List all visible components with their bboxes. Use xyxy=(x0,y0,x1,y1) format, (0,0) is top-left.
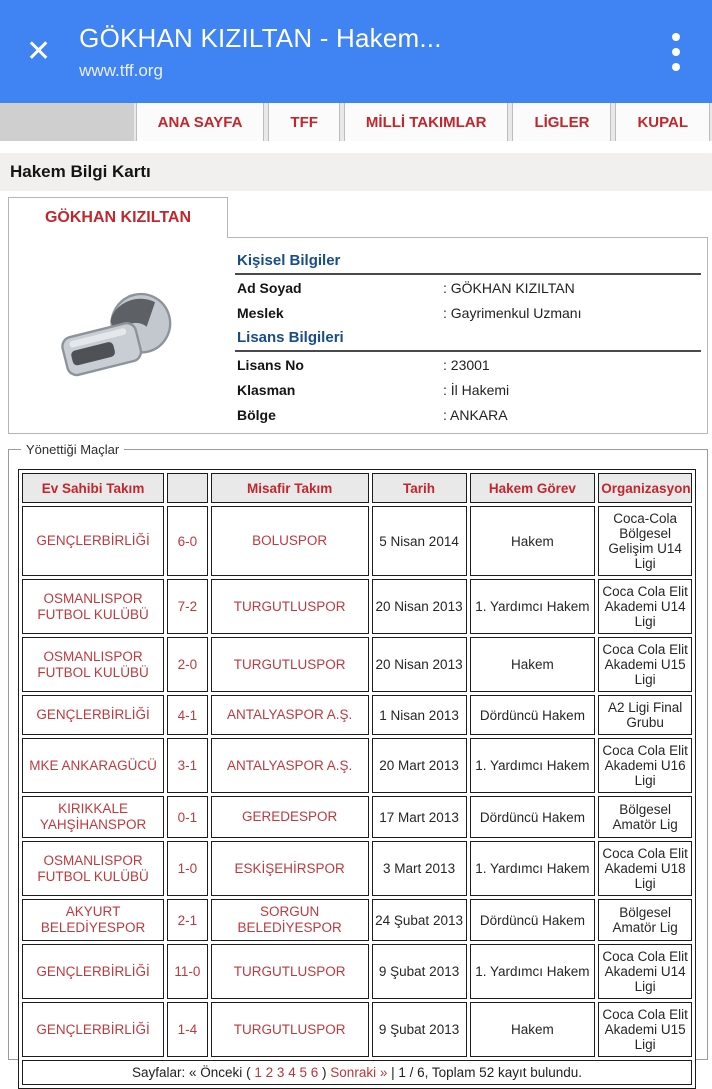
match-date: 1 Nisan 2013 xyxy=(372,695,467,735)
page-link-6[interactable]: 6 xyxy=(310,1065,319,1080)
matches-header-row xyxy=(22,473,692,503)
home-team-link[interactable]: AKYURT BELEDİYESPOR xyxy=(22,899,164,941)
nav-tab-li-gler[interactable]: LİGLER xyxy=(512,103,611,141)
away-team-link[interactable]: TURGUTLUSPOR xyxy=(211,637,369,692)
kebab-dot xyxy=(672,48,680,56)
pagination-row xyxy=(22,1060,692,1085)
home-team-link[interactable]: OSMANLISPOR FUTBOL KULÜBÜ xyxy=(22,579,164,634)
page-link-2[interactable]: 2 xyxy=(265,1065,274,1080)
home-team-link[interactable]: GENÇLERBİRLİĞİ xyxy=(22,944,164,999)
match-score: 1-0 xyxy=(167,841,208,896)
info-label: Ad Soyad xyxy=(237,280,302,296)
info-row-meslek xyxy=(235,300,701,325)
next-page-button[interactable]: Sonraki » xyxy=(330,1065,388,1080)
match-date: 20 Mart 2013 xyxy=(372,738,467,793)
match-row xyxy=(22,1002,692,1057)
referee-role: Hakem xyxy=(470,506,596,576)
close-icon[interactable]: ✕ xyxy=(26,33,52,69)
home-team-link[interactable]: KIRIKKALE YAHŞİHANSPOR xyxy=(22,796,164,838)
organization: A2 Ligi Final Grubu xyxy=(598,695,692,735)
section-header-lisans-bilgileri: Lisans Bilgileri xyxy=(235,325,701,352)
referee-info-list xyxy=(233,246,707,427)
match-score: 1-4 xyxy=(167,1002,208,1057)
match-date: 5 Nisan 2014 xyxy=(372,506,467,576)
referee-role: 1. Yardımcı Hakem xyxy=(470,944,596,999)
prev-page-button[interactable]: « Önceki xyxy=(189,1065,243,1080)
section-header-ki-isel-bilgiler: Kişisel Bilgiler xyxy=(235,248,701,275)
referee-role: Hakem xyxy=(470,637,596,692)
matches-fieldset xyxy=(8,442,708,1080)
match-score: 11-0 xyxy=(167,944,208,999)
info-row-klasman xyxy=(235,377,701,402)
info-label: Klasman xyxy=(237,382,296,398)
page-heading-bar xyxy=(0,153,712,191)
home-team-link[interactable]: GENÇLERBİRLİĞİ xyxy=(22,1002,164,1057)
page-link-5[interactable]: 5 xyxy=(299,1065,307,1080)
organization: Bölgesel Amatör Lig xyxy=(598,796,692,838)
match-score: 2-0 xyxy=(167,637,208,692)
nav-tab-tff[interactable]: TFF xyxy=(268,103,340,141)
info-row-b-lge xyxy=(235,402,701,427)
nav-spacer xyxy=(0,103,134,141)
organization: Coca Cola Elit Akademi U18 Ligi xyxy=(598,841,692,896)
home-team-link[interactable]: MKE ANKARAGÜCÜ xyxy=(22,738,164,793)
referee-role: Dördüncü Hakem xyxy=(470,695,596,735)
pager-summary: 1 / 6, Toplam 52 kayıt bulundu. xyxy=(398,1065,583,1080)
match-row xyxy=(22,841,692,896)
organization: Bölgesel Amatör Lig xyxy=(598,899,692,941)
paren-close: ) xyxy=(322,1065,327,1080)
custom-tab-url: www.tff.org xyxy=(79,60,163,80)
whistle-image-container xyxy=(9,246,233,427)
custom-tab-title: GÖKHAN KIZILTAN - Hakem... xyxy=(79,22,442,53)
nav-tab-mi-lli-takimlar[interactable]: MİLLİ TAKIMLAR xyxy=(344,103,509,141)
match-score: 2-1 xyxy=(167,899,208,941)
info-label: Lisans No xyxy=(237,357,304,373)
site-nav xyxy=(0,103,712,141)
organization: Coca Cola Elit Akademi U14 Ligi xyxy=(598,579,692,634)
overflow-menu-icon[interactable] xyxy=(666,27,686,77)
matches-legend: Yönettiği Maçlar xyxy=(26,442,120,457)
referee-profile xyxy=(8,197,708,434)
away-team-link[interactable]: ANTALYASPOR A.Ş. xyxy=(211,695,369,735)
organization: Coca Cola Elit Akademi U14 Ligi xyxy=(598,944,692,999)
match-date: 9 Şubat 2013 xyxy=(372,1002,467,1057)
match-date: 24 Şubat 2013 xyxy=(372,899,467,941)
page-link-3[interactable]: 3 xyxy=(276,1065,285,1080)
organization: Coca-Cola Bölgesel Gelişim U14 Ligi xyxy=(598,506,692,576)
away-team-link[interactable]: TURGUTLUSPOR xyxy=(211,944,369,999)
match-date: 17 Mart 2013 xyxy=(372,796,467,838)
away-team-link[interactable]: GEREDESPOR xyxy=(211,796,369,838)
away-team-link[interactable]: SORGUN BELEDİYESPOR xyxy=(211,899,369,941)
page-link-1[interactable]: 1 xyxy=(254,1065,262,1080)
referee-role: Dördüncü Hakem xyxy=(470,796,596,838)
column-header-hakem-g-rev: Hakem Görev xyxy=(470,473,596,503)
info-label: Bölge xyxy=(237,407,276,423)
match-row xyxy=(22,579,692,634)
home-team-link[interactable]: OSMANLISPOR FUTBOL KULÜBÜ xyxy=(22,637,164,692)
organization: Coca Cola Elit Akademi U15 Ligi xyxy=(598,1002,692,1057)
match-row xyxy=(22,738,692,793)
matches-table xyxy=(18,469,696,1089)
info-value: : Gayrimenkul Uzmanı xyxy=(443,305,582,321)
match-row xyxy=(22,796,692,838)
organization: Coca Cola Elit Akademi U15 Ligi xyxy=(598,637,692,692)
home-team-link[interactable]: GENÇLERBİRLİĞİ xyxy=(22,506,164,576)
whistle-image xyxy=(55,285,187,389)
column-header-tarih: Tarih xyxy=(372,473,467,503)
away-team-link[interactable]: ESKİŞEHİRSPOR xyxy=(211,841,369,896)
match-row xyxy=(22,944,692,999)
pager-label: Sayfalar: xyxy=(131,1065,186,1080)
browser-header xyxy=(0,0,712,103)
column-header-misafir-tak-m: Misafir Takım xyxy=(211,473,369,503)
info-value: : İl Hakemi xyxy=(443,382,510,398)
referee-role: Hakem xyxy=(470,1002,596,1057)
match-row xyxy=(22,506,692,576)
column-header-ev-sahibi-tak-m: Ev Sahibi Takım xyxy=(22,473,164,503)
info-value: : ANKARA xyxy=(443,407,508,423)
away-team-link[interactable]: TURGUTLUSPOR xyxy=(211,579,369,634)
referee-role: 1. Yardımcı Hakem xyxy=(470,579,596,634)
kebab-dot xyxy=(672,63,680,71)
match-score: 6-0 xyxy=(167,506,208,576)
nav-tab-ana-sayfa[interactable]: ANA SAYFA xyxy=(136,103,265,141)
away-team-link[interactable]: ANTALYASPOR A.Ş. xyxy=(211,738,369,793)
pager-divider: | xyxy=(391,1065,395,1080)
home-team-link[interactable]: OSMANLISPOR FUTBOL KULÜBÜ xyxy=(22,841,164,896)
referee-role: Dördüncü Hakem xyxy=(470,899,596,941)
match-score: 3-1 xyxy=(167,738,208,793)
referee-role: 1. Yardımcı Hakem xyxy=(470,738,596,793)
match-row xyxy=(22,637,692,692)
home-team-link[interactable]: GENÇLERBİRLİĞİ xyxy=(22,695,164,735)
info-row-lisans-no xyxy=(235,352,701,377)
organization: Coca Cola Elit Akademi U16 Ligi xyxy=(598,738,692,793)
column-header-score xyxy=(167,473,208,503)
info-row-ad-soyad xyxy=(235,275,701,300)
page-title: Hakem Bilgi Kartı xyxy=(10,162,151,181)
info-value: : GÖKHAN KIZILTAN xyxy=(443,280,575,296)
match-score: 0-1 xyxy=(167,796,208,838)
match-score: 4-1 xyxy=(167,695,208,735)
info-value: : 23001 xyxy=(443,357,490,373)
pagination xyxy=(22,1060,692,1085)
tab-referee-name[interactable]: GÖKHAN KIZILTAN xyxy=(8,197,228,238)
column-header-organizasyon: Organizasyon xyxy=(598,473,692,503)
match-row xyxy=(22,899,692,941)
info-label: Meslek xyxy=(237,305,284,321)
away-team-link[interactable]: BOLUSPOR xyxy=(211,506,369,576)
match-row xyxy=(22,695,692,735)
paren-open: ( xyxy=(246,1065,251,1080)
custom-tab-title-block xyxy=(79,23,666,81)
away-team-link[interactable]: TURGUTLUSPOR xyxy=(211,1002,369,1057)
match-date: 20 Nisan 2013 xyxy=(372,579,467,634)
nav-tab-kupal[interactable]: KUPAL xyxy=(615,103,710,141)
match-date: 20 Nisan 2013 xyxy=(372,637,467,692)
page-link-4[interactable]: 4 xyxy=(288,1065,296,1080)
kebab-dot xyxy=(672,33,680,41)
referee-role: 1. Yardımcı Hakem xyxy=(470,841,596,896)
referee-card xyxy=(8,237,708,434)
match-date: 3 Mart 2013 xyxy=(372,841,467,896)
match-score: 7-2 xyxy=(167,579,208,634)
match-date: 9 Şubat 2013 xyxy=(372,944,467,999)
nav-tabs xyxy=(134,103,712,141)
